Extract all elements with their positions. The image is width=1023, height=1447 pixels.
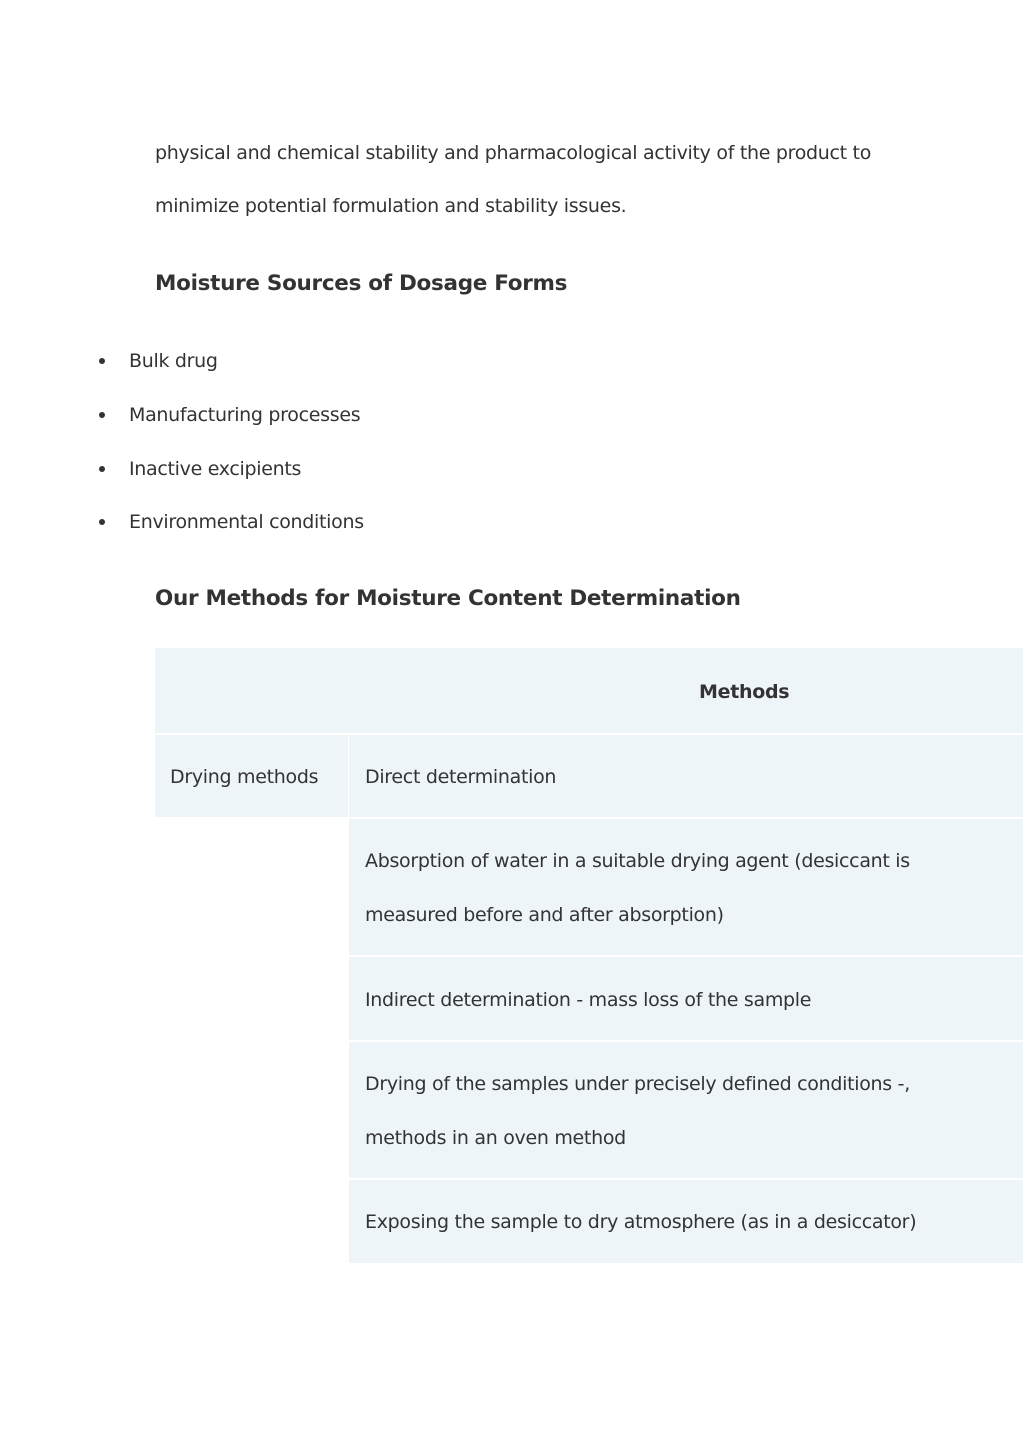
list-item-text: Environmental conditions	[129, 511, 364, 533]
table-header-row	[155, 648, 1023, 733]
table-cell-text: Drying of the samples under precisely defined conditions -,	[365, 1073, 910, 1095]
table-cell-text: Absorption of water in a suitable drying agent (desiccant is	[365, 850, 910, 872]
table-cell-text: measured before and after absorption)	[365, 904, 724, 926]
table-row	[349, 957, 1023, 1040]
bullet-icon	[99, 358, 105, 364]
table-cell-text: methods in an oven method	[365, 1127, 626, 1149]
table-row	[349, 1180, 1023, 1263]
bullet-icon	[99, 519, 105, 525]
intro-line-2: minimize potential formulation and stability issues.	[155, 195, 627, 217]
table-row	[349, 735, 1023, 817]
table-cell-text: Exposing the sample to dry atmosphere (as in a desiccator)	[365, 1211, 917, 1233]
table-category-label: Drying methods	[170, 766, 319, 788]
table-row	[349, 819, 1023, 955]
bullet-icon	[99, 466, 105, 472]
table-header-methods: Methods	[699, 681, 790, 703]
table-cell-text: Direct determination	[365, 766, 557, 788]
intro-line-1: physical and chemical stability and pharmacological activity of the product to	[155, 142, 872, 164]
list-item-text: Manufacturing processes	[129, 404, 361, 426]
bullet-icon	[99, 412, 105, 418]
methods-heading: Our Methods for Moisture Content Determination	[155, 586, 741, 611]
table-row	[349, 1042, 1023, 1178]
table-category-cell	[155, 735, 348, 817]
table-cell-text: Indirect determination - mass loss of the sample	[365, 989, 812, 1011]
list-item-text: Inactive excipients	[129, 458, 302, 480]
list-item-text: Bulk drug	[129, 350, 218, 372]
sources-heading: Moisture Sources of Dosage Forms	[155, 271, 568, 296]
